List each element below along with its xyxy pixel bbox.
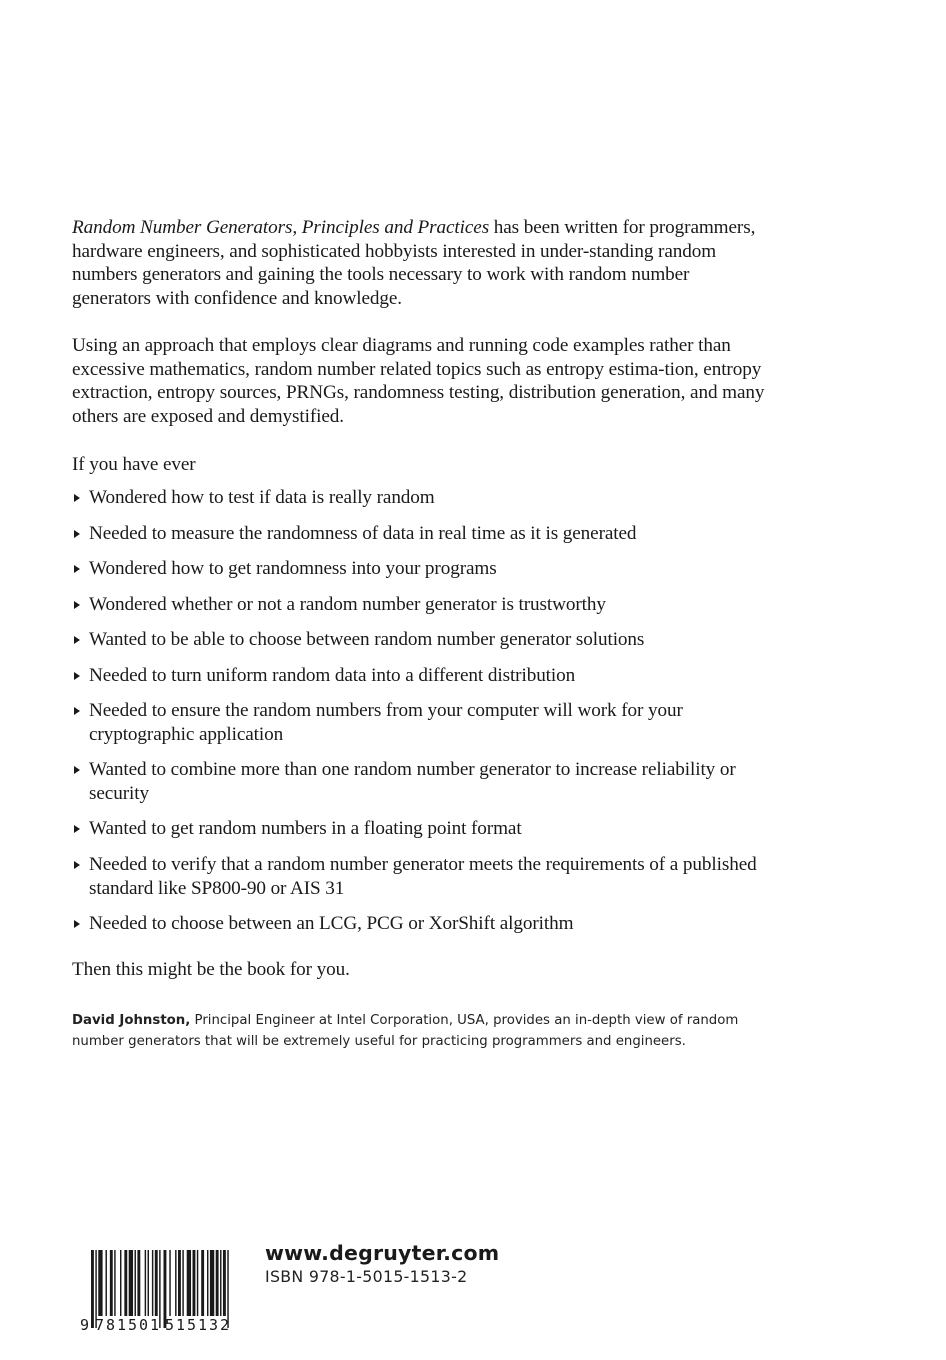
bullet-triangle-icon	[74, 825, 80, 833]
barcode-bar	[216, 1250, 219, 1316]
book-title: Random Number Generators, Principles and Practices	[72, 217, 490, 238]
feature-list-item	[72, 912, 772, 936]
barcode-bar	[91, 1250, 94, 1328]
feature-list-item-text: Needed to ensure the random numbers from your computer will work for your cryptographic application	[89, 700, 683, 745]
isbn-barcode	[80, 1248, 240, 1332]
feature-list-item-text: Wondered how to get randomness into your programs	[89, 558, 497, 579]
barcode-bar	[114, 1250, 115, 1316]
bullet-triangle-icon	[74, 766, 80, 774]
barcode-bar	[169, 1250, 170, 1316]
bullet-triangle-icon	[74, 530, 80, 538]
barcode-bar	[124, 1250, 127, 1316]
barcode-bar	[137, 1250, 140, 1316]
barcode-bar	[145, 1250, 146, 1316]
barcode-bar	[210, 1250, 214, 1316]
feature-list-item-text: Needed to measure the randomness of data in real time as it is generated	[89, 522, 637, 544]
barcode-bar	[201, 1250, 204, 1316]
bullet-triangle-icon	[74, 672, 80, 680]
publisher-info	[265, 1240, 499, 1288]
feature-list-item-text: Wondered how to test if data is really random	[89, 487, 435, 508]
barcode-bar	[120, 1250, 121, 1316]
bullet-triangle-icon	[74, 601, 80, 609]
list-intro: If you have ever	[72, 454, 196, 475]
barcode-bar	[159, 1250, 160, 1328]
barcode-bar	[152, 1250, 153, 1316]
author-blurb	[72, 1011, 792, 1052]
barcode-bar	[98, 1250, 102, 1316]
feature-list-item	[72, 758, 772, 805]
feature-list-item	[72, 664, 772, 688]
barcode-bar	[178, 1250, 181, 1316]
feature-list-item	[72, 817, 772, 841]
barcode-bar	[207, 1250, 208, 1316]
feature-list-item-text: Wondered whether or not a random number generator is trustworthy	[89, 593, 606, 615]
barcode-bar	[193, 1250, 196, 1316]
description-paragraph-2: Using an approach that employs clear diagrams and running code examples rather than excessive mathematics, random number related topics such as entropy estima-tion, entropy extraction, entropy sources, PRNGs, randomness testing, distribution generation, and many others are exposed and demystified.	[72, 335, 765, 428]
bullet-triangle-icon	[74, 565, 80, 573]
barcode-bar	[148, 1250, 149, 1316]
bullet-triangle-icon	[74, 920, 80, 928]
feature-list-item	[72, 522, 772, 546]
closing-line: Then this might be the book for you.	[72, 959, 350, 980]
bullet-triangle-icon	[74, 707, 80, 715]
barcode-bar	[155, 1250, 158, 1316]
barcode-bar	[220, 1250, 221, 1316]
paragraph-1-text: has been written for programmers, hardware engineers, and sophisticated hobbyists interested in under-standing random numbers generators and gaining the tools necessary to work with random number generators with confidence and knowledge.	[72, 217, 756, 310]
barcode-bar	[129, 1250, 133, 1316]
bullet-triangle-icon	[74, 861, 80, 869]
author-name: David Johnston,	[72, 1013, 191, 1028]
barcode-right-digits: 515132	[165, 1316, 229, 1332]
bullet-triangle-icon	[74, 636, 80, 644]
feature-list-item	[72, 699, 772, 746]
barcode-bar	[223, 1250, 226, 1316]
feature-list	[72, 486, 772, 948]
isbn-number: ISBN 978-1-5015-1513-2	[265, 1267, 468, 1286]
description-paragraph-1	[72, 216, 772, 311]
feature-list-item-text: Wanted to get random numbers in a floating point format	[89, 818, 522, 840]
barcode-bar	[110, 1250, 113, 1316]
feature-list-item	[72, 486, 772, 510]
barcode-lead-digit: 9	[80, 1316, 90, 1332]
barcode-bar	[197, 1250, 198, 1316]
feature-list-item-text: Needed to turn uniform random data into a different distribution	[89, 664, 576, 686]
barcode-bar	[187, 1250, 191, 1316]
publisher-url[interactable]: www.degruyter.com	[265, 1241, 500, 1265]
barcode-bar	[182, 1250, 183, 1316]
feature-list-item-text: Wanted to be able to choose between random number generator solutions	[89, 629, 645, 650]
barcode-bar	[106, 1250, 107, 1316]
feature-list-item	[72, 628, 772, 652]
feature-list-item	[72, 853, 772, 900]
barcode-bar	[175, 1250, 176, 1316]
author-description: Principal Engineer at Intel Corporation, USA, provides an in-depth view of random number generators that will be extremely useful for practicing programmers and engineers.	[72, 1013, 739, 1049]
bullet-triangle-icon	[74, 494, 80, 502]
feature-list-item-text: Needed to choose between an LCG, PCG or XorShift algorithm	[89, 913, 574, 935]
feature-list-item	[72, 557, 772, 581]
feature-list-item	[72, 593, 772, 617]
barcode-bar	[135, 1250, 136, 1316]
feature-list-item-text: Needed to verify that a random number generator meets the requirements of a published standard like SP800-90 or AIS 31	[89, 853, 757, 899]
barcode-left-digits: 781501	[95, 1316, 159, 1332]
feature-list-item-text: Wanted to combine more than one random number generator to increase reliability or security	[89, 759, 736, 804]
